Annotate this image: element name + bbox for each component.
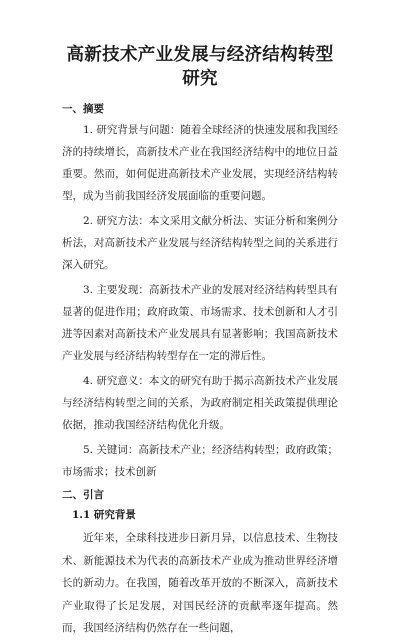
abstract-item-keywords: 5. 关键词：高新技术产业；经济结构转型；政府政策；市场需求；技术创新 — [62, 444, 338, 478]
abstract-item-background: 1. 研究背景与问题：随着全球经济的快速发展和我国经济的持续增长，高新技术产业在我国经济结构中的地位日益重要。然而，如何促进高新技术产业发展，实现经济结构转型，成为当前我国经济发展面临的重要问题。 — [62, 124, 338, 202]
abstract-item-significance: 4. 研究意义：本文的研究有助于揭示高新技术产业发展与经济结构转型之间的关系，为政府制定相关政策提供理论依据，推动我国经济结构优化升级。 — [62, 375, 338, 431]
intro-subheading: 1.1 研究背景 — [72, 509, 136, 521]
abstract-heading: 一、摘要 — [62, 103, 104, 115]
abstract-item-findings: 3. 主要发现：高新技术产业的发展对经济结构转型具有显著的促进作用；政府政策、市场需求、技术创新和人才引进等因素对高新技术产业发展具有显著影响；我国高新技术产业发展与经济结构转型存在一定的滞后性。 — [62, 284, 338, 362]
document-title: 高新技术产业发展与经济结构转型研究 — [66, 45, 334, 89]
abstract-item-method: 2. 研究方法：本文采用文献分析法、实证分析和案例分析法，对高新技术产业发展与经济结构转型之间的关系进行深入研究。 — [62, 215, 338, 271]
intro-heading: 二、引言 — [62, 489, 104, 501]
intro-paragraph: 近年来，全球科技进步日新月异，以信息技术、生物技术、新能源技术为代表的高新技术产业成为推动世界经济增长的新动力。在我国，随着改革开放的不断深入，高新技术产业取得了长足发展，对国民经济的贡献率逐年提高。然而，我国经济结构仍然存在一些问题， — [62, 532, 338, 634]
